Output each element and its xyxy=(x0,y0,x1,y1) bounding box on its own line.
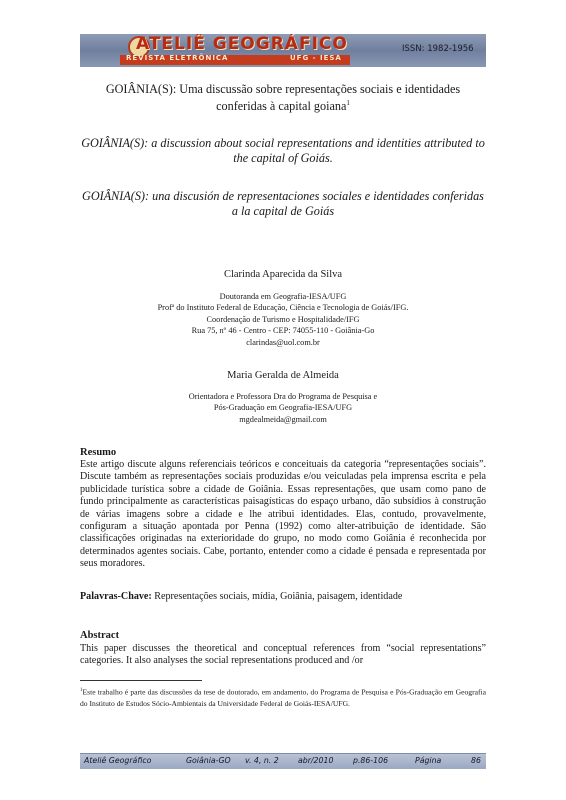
title-spanish: GOIÂNIA(S): una discusión de representaciones sociales e identidades conferidas a la capital de Goiás xyxy=(82,189,484,218)
affiliation-line: Profª do Instituto Federal de Educação, Ciência e Tecnologia de Goiás/IFG. xyxy=(157,303,409,313)
issn: ISSN: 1982-1956 xyxy=(402,44,474,54)
affiliation-line: Pós-Graduação em Geografia-IESA/UFG xyxy=(213,403,353,413)
title-portuguese: GOIÂNIA(S): Uma discussão sobre representações sociais e identidades conferidas à capital goiana$^1$ xyxy=(105,82,461,114)
affiliation-line: Orientadora e Professora Dra do Programa de Pesquisa e xyxy=(188,392,378,401)
advisor-email[interactable]: mgdealmeida@gmail.com xyxy=(239,414,327,424)
abstract-heading: Abstract xyxy=(80,630,120,641)
resumo-heading: Resumo xyxy=(80,447,117,458)
footer-pages: p.86-106 xyxy=(353,756,389,765)
page-footer xyxy=(80,753,486,769)
footer-date: abr/2010 xyxy=(298,756,334,765)
keywords xyxy=(80,591,486,602)
footnote-number: 1 xyxy=(80,688,83,693)
affiliation-line: Coordenação de Turismo e Hospitalidade/IFG xyxy=(206,314,360,324)
author-affiliation xyxy=(80,291,486,348)
advisor-name: Maria Geralda de Almeida xyxy=(227,370,339,381)
author-name: Clarinda Aparecida da Silva xyxy=(223,269,343,280)
journal-institution: UFG - IESA xyxy=(290,54,342,62)
footnote xyxy=(80,685,486,709)
footer-page-number: 86 xyxy=(471,756,481,765)
footnote-marker: 1 xyxy=(346,99,350,107)
resumo-body: Este artigo discute alguns referenciais teóricos e conceituais da categoria “representações sociais”. Discute também as representações sociais produzidas e/ou veiculadas pela imprensa escrita e pela publicidade turística sobre a cidade de Goiânia. Essas representações, que usam como pano de fundo principalmente as características paisagísticas do espaço urbano, dão subsídios à construção de várias imagens sobre a cidade e lhe atribui identidades. Elas, contudo, provavelmente, configuram a situação apontada por Penna (1992) como alter-atribuição de identidade. São classificações originadas na exterioridade do grupo, no modo como Goiânia é reconhecida por determinados agentes sociais. Cabe, portanto, entender como a cidade é pensada e representada por seus moradores. xyxy=(80,459,486,570)
keywords-label: Palavras-Chave: xyxy=(80,591,152,602)
abstract-body: This paper discusses the theoretical and conceptual references from “social representations” categories. It also analyses the social representations produced and /or xyxy=(80,643,486,667)
journal-title: ATELIÊ GEOGRÁFICO xyxy=(136,34,348,54)
footer-page-label: Página xyxy=(415,756,442,765)
affiliation-line: Doutoranda em Geografia-IESA/UFG xyxy=(219,292,347,301)
title-english: GOIÂNIA(S): a discussion about social representations and identities attributed to the capital of Goiás. xyxy=(81,136,485,165)
advisor-affiliation xyxy=(80,391,486,425)
footer-place: Goiânia-GO xyxy=(186,756,231,765)
journal-header-banner xyxy=(80,34,486,67)
author-email[interactable]: clarindas@uol.com.br xyxy=(246,337,320,347)
keywords-list: Representações sociais, mídia, Goiânia, paisagem, identidade xyxy=(151,591,403,602)
affiliation-line: Rua 75, nº 46 - Centro - CEP: 74055-110 - Goiânia-Go xyxy=(191,326,375,336)
journal-subtitle: REVISTA ELETRÔNICA xyxy=(126,54,229,62)
footer-journal: Ateliê Geográfico xyxy=(84,756,152,765)
footnote-divider xyxy=(80,680,202,681)
footnote-text: Este trabalho é parte das discussões da tese de doutorado, em andamento, do Programa de Pesquisa e Pós-Graduação em Geografia do Instituto de Estudos Sócio-Ambientais da Universidade Federal de Goiás-IESA/UFG. xyxy=(80,687,486,708)
footer-volume: v. 4, n. 2 xyxy=(245,756,279,765)
